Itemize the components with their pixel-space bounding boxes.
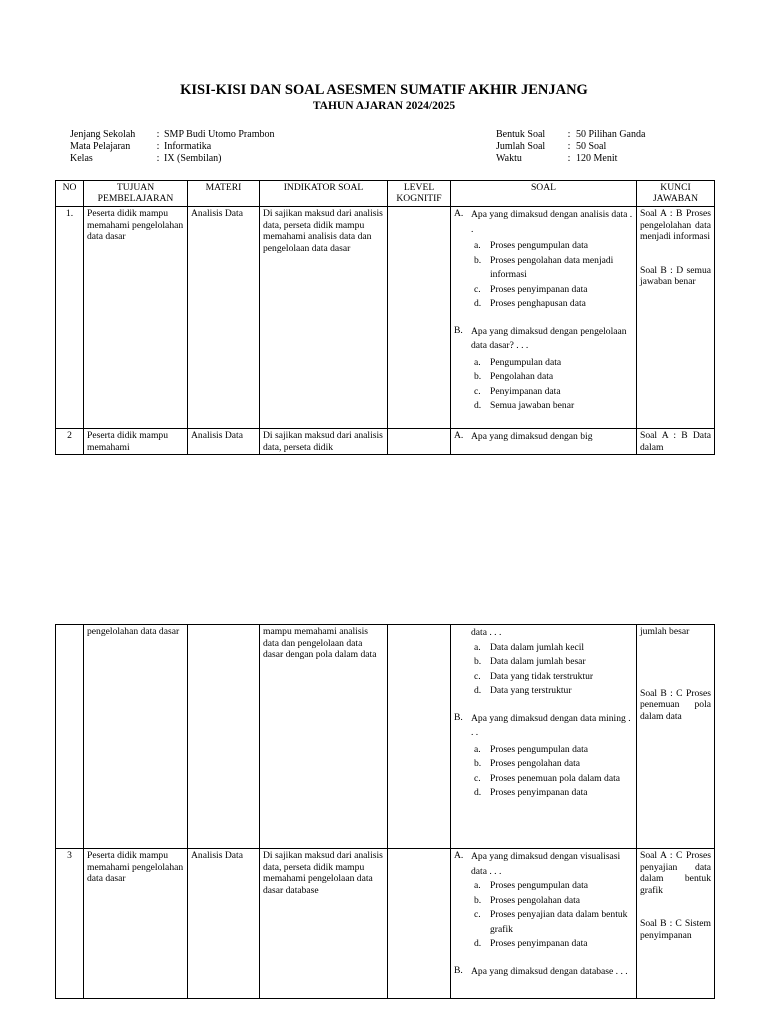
cell-kunci xyxy=(637,849,715,999)
kunci-b: Soal B : C Proses penemuan pola dalam data xyxy=(640,687,711,722)
info-sep: : xyxy=(567,129,571,140)
question-key: B. xyxy=(454,964,463,976)
cell-tujuan: Peserta didik mampu memahami pengelolahan data dasar xyxy=(84,207,188,429)
list-item: c. Proses penyimpanan data xyxy=(474,283,588,295)
info-value: 50 Soal xyxy=(576,141,607,152)
question-key: A. xyxy=(454,430,464,441)
info-label: Bentuk Soal xyxy=(496,129,546,140)
question-text: Apa yang dimaksud dengan analisis data . . xyxy=(471,209,633,235)
question-key: A. xyxy=(454,850,464,861)
kunci-a: jumlah besar xyxy=(640,626,690,637)
list-item: a. Proses pengumpulan data xyxy=(474,880,589,891)
kunci-b: Soal B : C Sistem penyimpanan xyxy=(640,918,711,941)
table-header-row xyxy=(56,181,715,207)
info-left xyxy=(70,129,274,165)
list-item: a. Pengumpulan data xyxy=(474,356,562,368)
question-a xyxy=(454,430,633,445)
list-item: d. Proses penyimpanan data xyxy=(474,787,588,798)
table-row xyxy=(56,849,715,999)
cell-indikator: mampu memahami analisis data dan pengelolaan data dasar dengan pola dalam data xyxy=(260,625,388,849)
info-label: Jenjang Sekolah xyxy=(70,129,136,140)
list-item: c. Proses penemuan pola dalam data xyxy=(474,772,621,784)
info-value: 50 Pilihan Ganda xyxy=(576,129,646,140)
list-item: b. Data dalam jumlah besar xyxy=(474,656,586,667)
question-b xyxy=(454,712,633,741)
cell-materi: Analisis Data xyxy=(188,849,260,999)
cell-no: 1. xyxy=(56,207,84,429)
list-item: c. Penyimpanan data xyxy=(474,385,561,397)
info-sep: : xyxy=(156,129,160,140)
list-item: a. Proses pengumpulan data xyxy=(474,240,589,251)
info-label: Kelas xyxy=(70,153,93,164)
cell-level xyxy=(388,207,451,429)
cell-no: 2 xyxy=(56,429,84,455)
info-value: IX (Sembilan) xyxy=(164,153,222,164)
cell-no xyxy=(56,625,84,849)
list-item: d. Semua jawaban benar xyxy=(474,400,575,411)
question-b xyxy=(454,965,633,980)
list-item: b. Proses pengolahan data menjadi informasi xyxy=(474,254,614,280)
question-a-cont xyxy=(454,626,633,641)
list-item: c. Data yang tidak terstruktur xyxy=(474,670,594,682)
cell-tujuan: pengelolahan data dasar xyxy=(84,625,188,849)
list-item: a. Proses pengumpulan data xyxy=(474,743,589,755)
info-label: Jumlah Soal xyxy=(496,141,546,152)
question-text: Apa yang dimaksud dengan pengelolaan data dasar? . . . xyxy=(471,325,627,351)
cell-tujuan: Peserta didik mampu memahami pengelolahan data dasar xyxy=(84,849,188,999)
info-sep: : xyxy=(156,141,160,152)
table-row xyxy=(56,207,715,429)
cell-kunci xyxy=(637,207,715,429)
cell-soal xyxy=(451,625,637,849)
table-row xyxy=(56,429,715,455)
kunci-b: Soal B : D semua jawaban benar xyxy=(640,264,711,288)
col-header-soal: SOAL xyxy=(451,181,637,207)
question-text: Apa yang dimaksud dengan data mining . . . xyxy=(471,712,631,738)
option-list xyxy=(454,239,633,312)
question-a xyxy=(454,208,633,237)
cell-materi: Analisis Data xyxy=(188,207,260,429)
info-sep: : xyxy=(567,141,571,152)
cell-level xyxy=(388,625,451,849)
cell-level xyxy=(388,849,451,999)
cell-materi: Analisis Data xyxy=(188,429,260,455)
question-key: B. xyxy=(454,711,463,723)
col-header-no: NO xyxy=(56,181,84,207)
kisi-table-page1 xyxy=(55,180,715,455)
question-key: B. xyxy=(454,324,463,336)
kunci-a: Soal A : C Proses penyajian data dalam bentuk grafik xyxy=(640,850,711,896)
option-list xyxy=(454,743,633,801)
cell-indikator: Di sajikan maksud dari analisis data, perseta didik xyxy=(260,429,388,455)
info-value: Informatika xyxy=(164,141,212,152)
info-label: Mata Pelajaran xyxy=(70,141,131,152)
option-list xyxy=(454,641,633,699)
question-b xyxy=(454,325,633,354)
option-list xyxy=(454,356,633,414)
list-item: d. Data yang terstruktur xyxy=(474,685,572,696)
list-item: c. Proses penyajian data dalam bentuk grafik xyxy=(474,909,628,935)
cell-soal xyxy=(451,429,637,455)
list-item: a. Data dalam jumlah kecil xyxy=(474,641,585,653)
info-right xyxy=(496,129,645,165)
question-key xyxy=(454,626,471,641)
col-header-indikator: INDIKATOR SOAL xyxy=(260,181,388,207)
list-item: b. Pengolahan data xyxy=(474,371,554,382)
info-value: SMP Budi Utomo Prambon xyxy=(164,129,275,140)
cell-no: 3 xyxy=(56,849,84,999)
cell-level xyxy=(388,429,451,455)
question-text: data . . . xyxy=(471,627,502,638)
info-sep: : xyxy=(567,153,571,164)
question-text: Apa yang dimaksud dengan database . . . xyxy=(471,965,628,977)
cell-indikator: Di sajikan maksud dari analisis data, perseta didik mampu memahami analisis data dan pengelolaan data dasar xyxy=(260,207,388,429)
info-sep: : xyxy=(156,153,160,164)
list-item: b. Proses pengolahan data xyxy=(474,894,581,906)
document-title: KISI-KISI DAN SOAL ASESMEN SUMATIF AKHIR JENJANG xyxy=(180,82,588,98)
cell-kunci: Soal A : B Data dalam xyxy=(637,429,715,455)
col-header-level: LEVEL KOGNITIF xyxy=(388,181,451,207)
info-value: 120 Menit xyxy=(576,153,618,164)
list-item: b. Proses pengolahan data xyxy=(474,758,581,769)
col-header-tujuan: TUJUAN PEMBELAJARAN xyxy=(84,181,188,207)
cell-materi xyxy=(188,625,260,849)
cell-soal xyxy=(451,849,637,999)
kunci-a: Soal A : B Proses pengelolahan data menjadi informasi xyxy=(640,208,711,243)
col-header-materi: MATERI xyxy=(188,181,260,207)
info-label: Waktu xyxy=(496,153,522,164)
document-subtitle: TAHUN AJARAN 2024/2025 xyxy=(312,100,456,112)
col-header-kunci: KUNCI JAWABAN xyxy=(637,181,715,207)
cell-tujuan: Peserta didik mampu memahami xyxy=(84,429,188,455)
question-text: Apa yang dimaksud dengan visualisasi data . . . xyxy=(471,851,621,877)
cell-kunci xyxy=(637,625,715,849)
question-key: A. xyxy=(454,208,464,219)
cell-soal xyxy=(451,207,637,429)
list-item: d. Proses penghapusan data xyxy=(474,298,586,309)
question-text: Apa yang dimaksud dengan big xyxy=(471,431,593,442)
question-a xyxy=(454,850,633,879)
option-list xyxy=(454,879,633,952)
table-row xyxy=(56,625,715,849)
cell-indikator: Di sajikan maksud dari analisis data, perseta didik mampu memahami pengelolaan data dasar database xyxy=(260,849,388,999)
kisi-table-page2 xyxy=(55,624,715,999)
list-item: d. Proses penyimpanan data xyxy=(474,938,588,949)
